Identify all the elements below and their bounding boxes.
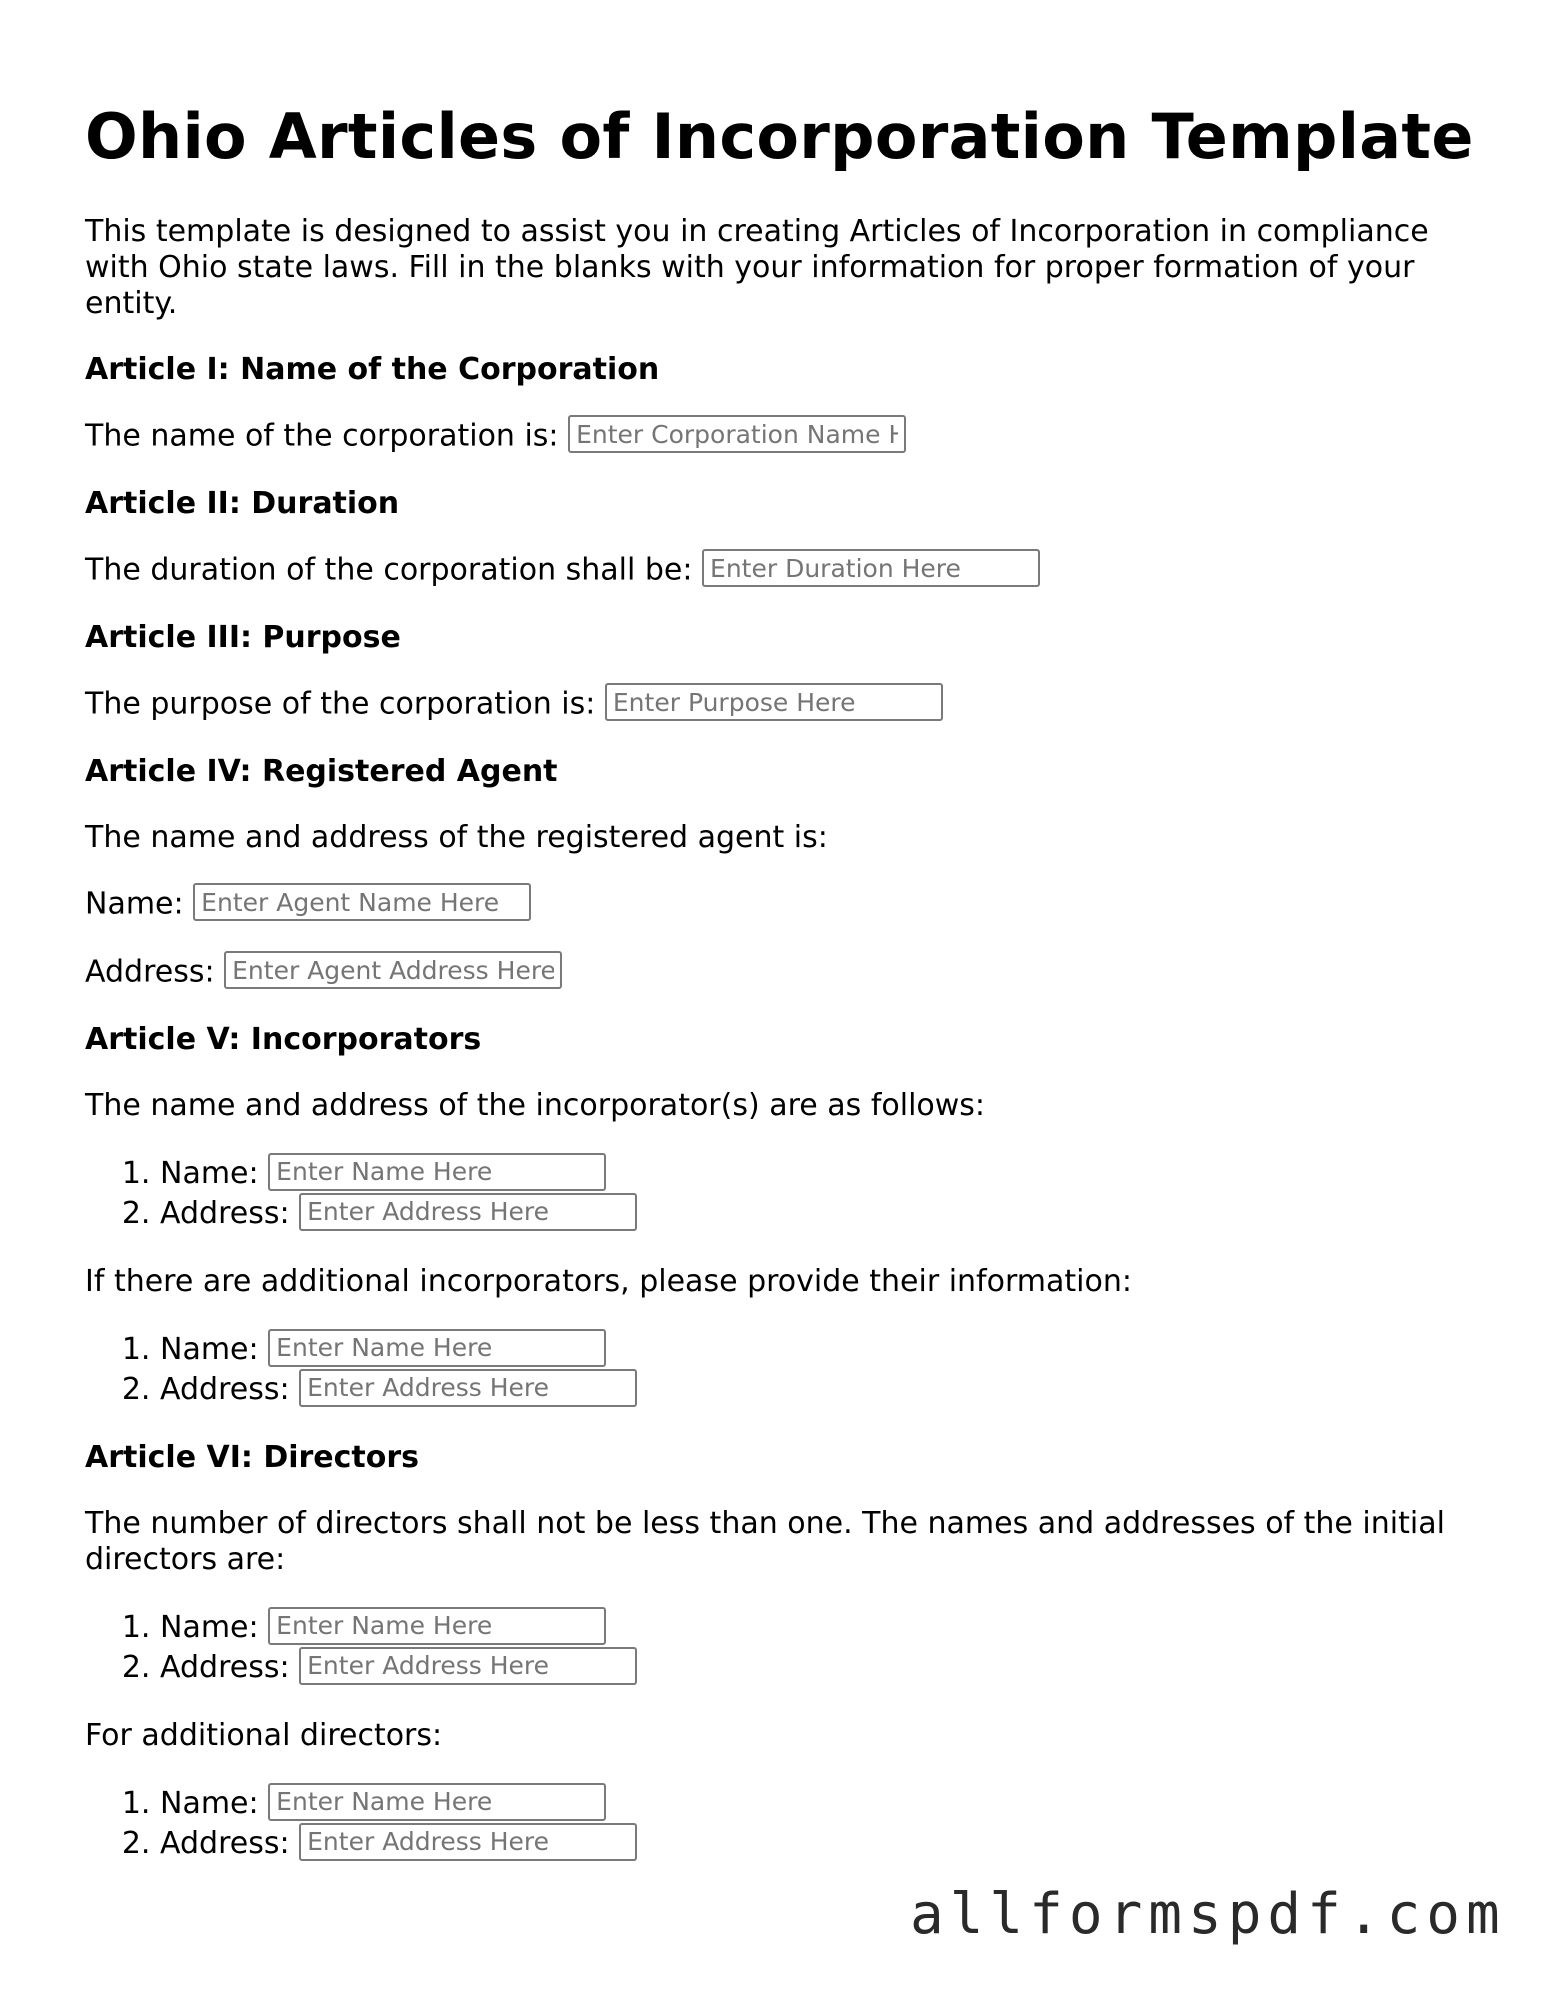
article-5-intro: The name and address of the incorporator(s) are as follows: bbox=[85, 1088, 986, 1124]
director-address-label: Address: bbox=[160, 1650, 290, 1686]
article-2-line bbox=[85, 552, 1485, 590]
additional-director-list bbox=[85, 1784, 1485, 1864]
list-item bbox=[160, 1608, 1485, 1648]
article-1-line bbox=[85, 418, 1485, 456]
list-item bbox=[160, 1194, 1485, 1234]
article-1-heading: Article I: Name of the Corporation bbox=[85, 352, 660, 388]
additional-director-address-label: Address: bbox=[160, 1826, 290, 1862]
article-3-heading: Article III: Purpose bbox=[85, 620, 401, 656]
article-6-heading: Article VI: Directors bbox=[85, 1440, 420, 1476]
incorporator-address-input[interactable] bbox=[299, 1193, 637, 1231]
agent-name-input[interactable] bbox=[193, 883, 531, 921]
article-3-label: The purpose of the corporation is: bbox=[85, 686, 596, 722]
document-page bbox=[85, 100, 1485, 1894]
additional-incorporator-name-label: Name: bbox=[160, 1332, 259, 1368]
additional-director-address-input[interactable] bbox=[299, 1823, 637, 1861]
article-4-heading: Article IV: Registered Agent bbox=[85, 754, 558, 790]
list-item bbox=[160, 1370, 1485, 1410]
agent-address-input[interactable] bbox=[224, 951, 562, 989]
article-1-label: The name of the corporation is: bbox=[85, 418, 559, 454]
article-3-line bbox=[85, 686, 1485, 724]
incorporator-list bbox=[85, 1154, 1485, 1234]
list-item bbox=[160, 1330, 1485, 1370]
agent-name-label: Name: bbox=[85, 886, 184, 922]
additional-incorporator-address-label: Address: bbox=[160, 1372, 290, 1408]
additional-incorporator-name-input[interactable] bbox=[268, 1329, 606, 1367]
director-name-input[interactable] bbox=[268, 1607, 606, 1645]
agent-address-label: Address: bbox=[85, 954, 215, 990]
article-2-heading: Article II: Duration bbox=[85, 486, 400, 522]
page-title: Ohio Articles of Incorporation Template bbox=[85, 100, 1474, 173]
director-name-label: Name: bbox=[160, 1610, 259, 1646]
purpose-input[interactable] bbox=[605, 683, 943, 721]
additional-director-name-label: Name: bbox=[160, 1786, 259, 1822]
article-4-intro: The name and address of the registered agent is: bbox=[85, 820, 828, 856]
incorporator-name-label: Name: bbox=[160, 1156, 259, 1192]
duration-input[interactable] bbox=[702, 549, 1040, 587]
list-item bbox=[160, 1648, 1485, 1688]
article-5-heading: Article V: Incorporators bbox=[85, 1022, 482, 1058]
additional-directors-text: For additional directors: bbox=[85, 1718, 443, 1754]
intro-paragraph: This template is designed to assist you in creating Articles of Incorporation in compliance with Ohio state laws. Fill in the blanks with your information for proper formation of your entity. bbox=[85, 214, 1429, 322]
additional-incorporator-list bbox=[85, 1330, 1485, 1410]
list-item bbox=[160, 1824, 1485, 1864]
additional-incorporators-text: If there are additional incorporators, please provide their information: bbox=[85, 1264, 1132, 1300]
site-watermark: allformspdf.com bbox=[910, 1882, 1506, 1947]
list-item bbox=[160, 1154, 1485, 1194]
article-6-intro: The number of directors shall not be less than one. The names and addresses of the initial directors are: bbox=[85, 1506, 1445, 1578]
incorporator-address-label: Address: bbox=[160, 1196, 290, 1232]
director-address-input[interactable] bbox=[299, 1647, 637, 1685]
article-2-label: The duration of the corporation shall be: bbox=[85, 552, 693, 588]
agent-name-line bbox=[85, 886, 1485, 924]
director-list bbox=[85, 1608, 1485, 1688]
additional-director-name-input[interactable] bbox=[268, 1783, 606, 1821]
agent-address-line bbox=[85, 954, 1485, 992]
corporation-name-input[interactable] bbox=[568, 415, 906, 453]
list-item bbox=[160, 1784, 1485, 1824]
incorporator-name-input[interactable] bbox=[268, 1153, 606, 1191]
additional-incorporator-address-input[interactable] bbox=[299, 1369, 637, 1407]
